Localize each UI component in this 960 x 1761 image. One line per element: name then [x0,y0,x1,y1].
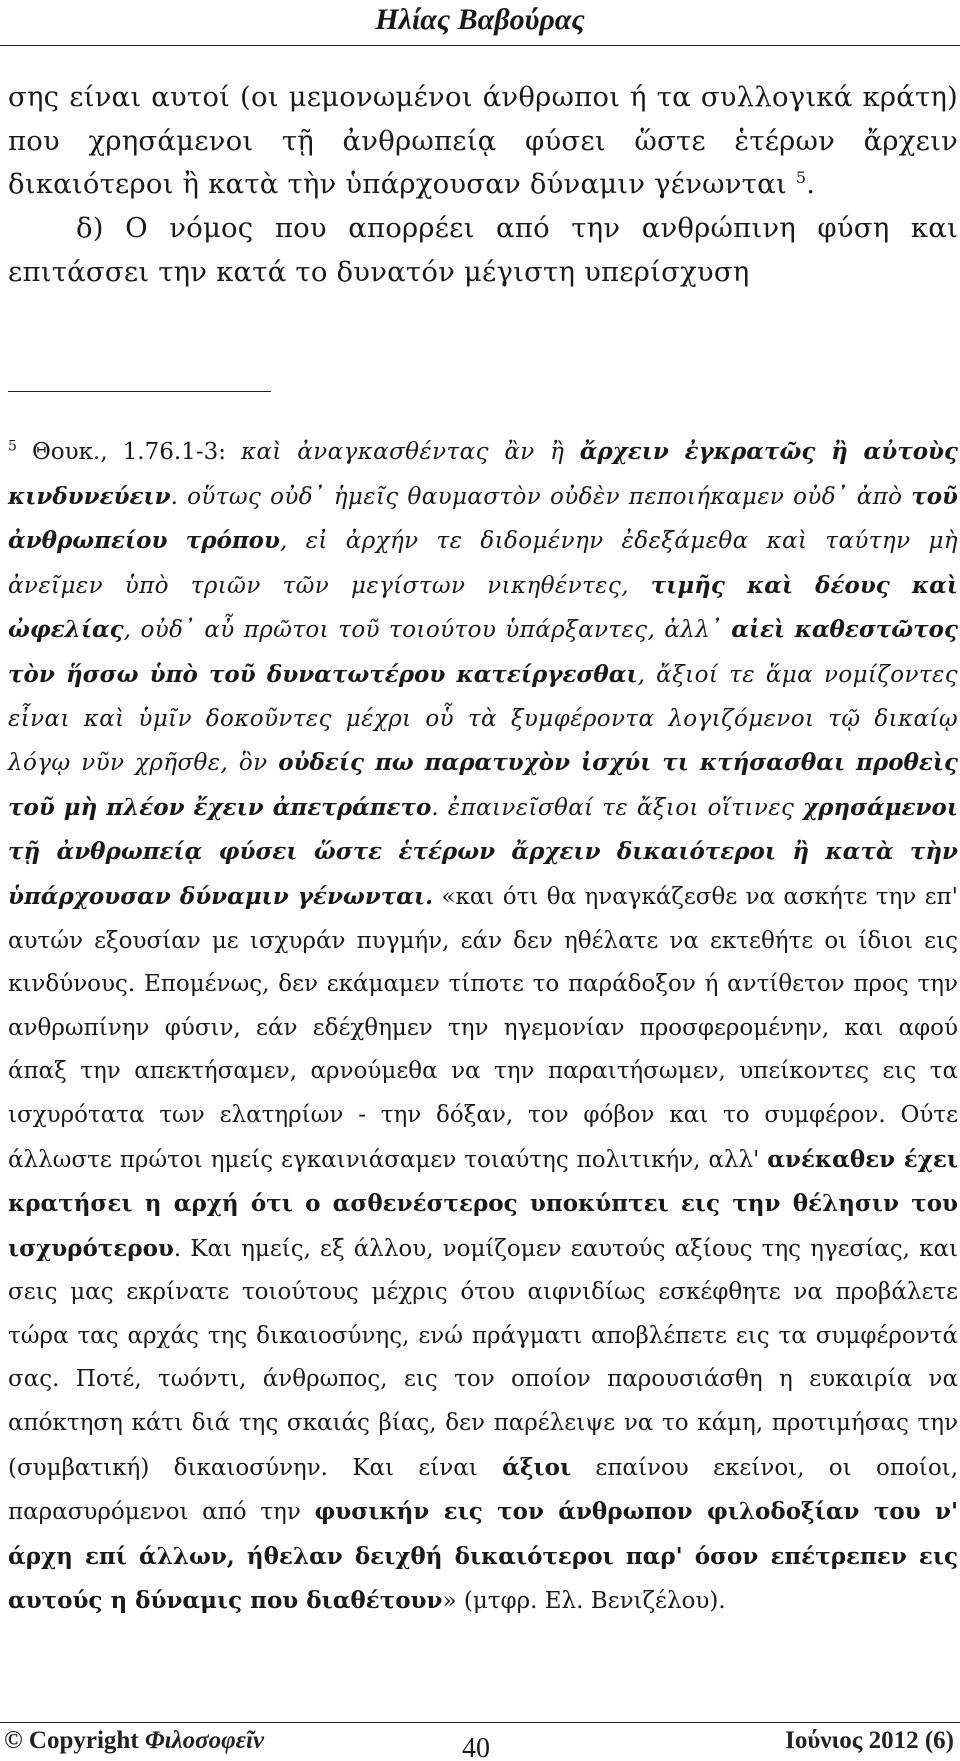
issue-date: Ιούνιος 2012 (6) [785,1727,954,1754]
page-footer [0,1722,960,1761]
footnote-separator [8,391,271,392]
page-number: 40 [462,1733,490,1761]
main-text [8,76,958,295]
footnote-mark: 5 [8,438,17,455]
footnote-text: $^5$ Θουκ., 1.76.1-3: καὶ ἀναγκασθέντας ἂν ἢ ἄρχειν ἐγκρατῶς ἢ αὐτοὺς κινδυνεύειν. οὕτως οὐδ᾽ ἡμεῖς θαυμαστὸν οὐδὲν πεποιήκαμεν οὐδ᾽ ἀπὸ τοῦ ἀνθρωπείου τρόπου, εἰ ἀρχήν τε διδομένην ἐδεξάμεθα καὶ ταύτην μὴ ἀνεῖμεν ὑπὸ τριῶν τῶν μεγίστων νικηθέντες, τιμῆς καὶ δέους καὶ ὠφελίας, οὐδ᾽ αὖ πρῶτοι τοῦ τοιούτου ὑπάρξαντες, ἀλλ᾽ αἰεὶ καθεστῶτος τὸν ἥσσω ὑπὸ τοῦ δυνατωτέρου κατείργεσθαι, ἄξιοί τε ἅμα νομίζοντες εἶναι καὶ ὑμῖν δοκοῦντες μέχρι οὗ τὰ ξυμφέροντα λογιζόμενοι τῷ δικαίῳ λόγῳ νῦν χρῆσθε, ὃν οὐδείς πω παρατυχὸν ἰσχύι τι κτήσασθαι προθεὶς τοῦ μὴ πλέον ἔχειν ἀπετράπετο. ἐπαινεῖσθαί τε ἄξιοι οἵτινες χρησάμενοι τῇ ἀνθρωπείᾳ φύσει ὥστε ἑτέρων ἄρχειν δικαιότεροι ἢ κατὰ τὴν ὑπάρχουσαν δύναμιν γένωνται. «και ότι θα ηναγκάζεσθε να ασκήτε την επ' αυτών εξουσίαν με ισχυράν πυγμήν, εάν δεν ηθέλατε να εκτεθήτε οι ίδιοι εις κινδύνους. Επομένως, δεν εκάμαμεν τίποτε το παράδοξον ή αντίθετον προς την ανθρωπίνην φύσιν, εάν εδέχθημεν την ηγεμονίαν προσφερομένην, και αφού άπαξ την απεκτήσαμεν, αρνούμεθα να την παραιτήσωμεν, υπείκοντες εις τα ισχυρότατα των ελατηρίων - την δόξαν, τον φόβον και το συμφέρον. Ούτε άλλωστε πρώτοι ημείς εγκαινιάσαμεν τοιαύτης πολιτικήν, αλλ' ανέκαθεν έχει κρατήσει η αρχή ότι ο ασθενέστερος υποκύπτει εις την θέλησιν του ισχυρότερου. Και ημείς, εξ άλλου, νομίζομεν εαυτούς αξίους της ηγεσίας, και σεις μας εκρίνατε τοιούτους μέχρις ότου αιφνιδίως εσκέφθητε να προβάλετε τώρα τας αρχάς της δικαιοσύνης, ενώ πράγματι αποβλέπετε εις τα συμφέροντά σας. Ποτέ, τωόντι, άνθρωπος, εις τον οποίον παρουσιάσθη η ευκαιρία να απόκτηση κάτι διά της σκαιάς βίας, δεν παρέλειψε να το κάμη, προτιμήσας την (συμβατική) δικαιοσύνην. Και είναι άξιοι επαίνου εκείνοι, οι οποίοι, παρασυρόμενοι από την φυσικήν εις τον άνθρωπον φιλοδοξίαν του ν' άρχη επί άλλων, ήθελαν δειχθή δικαιότεροι παρ' όσον επέτρεπεν εις αυτούς η δύναμις που διαθέτουν» (μτφρ. Ελ. Βενιζέλου). [8,438,958,1615]
running-header [0,0,960,46]
footnote-source: Θουκ., 1.76.1-3: [16,439,242,465]
paragraph-2: δ) Ο νόμος που απορρέει από την ανθρώπινη φύση και επιτάσσει την κατά το δυνατόν μέγιστη υπερίσχυση [8,212,958,288]
paragraph-1: σης είναι αυτοί (οι μεμονωμένοι άνθρωποι ή τα συλλογικά κράτη) που χρησάμενοι τῇ ἀνθρωπείᾳ φύσει ὥστε ἑτέρων ἄρχειν δικαιότεροι ἢ κατὰ τὴν ὑπάρχουσαν δύναμιν γένωνται $^5$. [8,81,958,201]
copyright-notice: © Copyright Φιλοσοφεῖν [4,1727,265,1754]
footnote-reference[interactable]: 5 [795,168,807,188]
footnote-5 [8,430,958,1624]
site-name: Φιλοσοφεῖν [144,1727,265,1754]
header-title: Ηλίας Βαβούρας [375,3,585,36]
